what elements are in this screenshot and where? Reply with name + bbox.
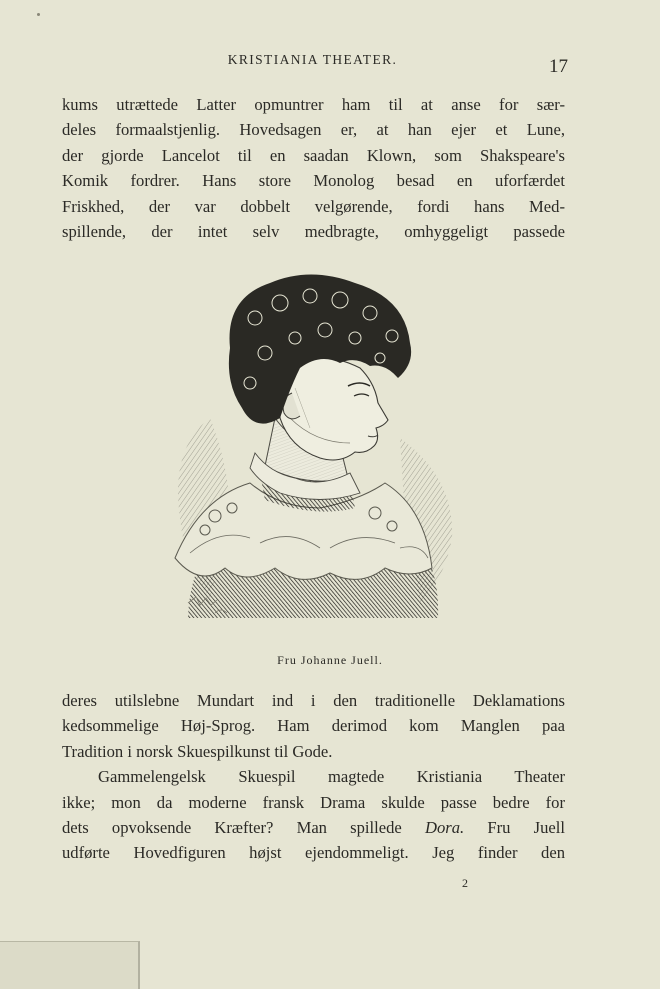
figure-caption: Fru Johanne Juell. [277,653,383,667]
page-binding-edge [0,941,140,989]
text-line: deres utilslebne Mundart ind i den traditionelle Deklamations [62,691,565,710]
text-line: udførte Hovedfiguren højst ejendommeligt. Jeg finder den [62,843,565,863]
text-line: Gammelengelsk Skuespil magtede Kristiania Theater [98,767,565,787]
text-line: der gjorde Lancelot til en saadan Klown, som Shakspeare's [62,145,565,165]
text-line: kedsommelige Høj-Sprog. Ham derimod kom Manglen paa [62,716,565,736]
page-header [60,52,568,77]
paragraph-bottom [62,688,565,866]
paragraph-top [62,92,565,244]
text-line: ikke; mon da moderne fransk Drama skulde passe bedre for [62,792,565,812]
portrait-engraving [170,268,460,640]
signature-mark: 2 [462,876,468,890]
text-line: Komik fordrer. Hans store Monolog besad en uforfærdet [62,171,565,191]
text-line: kums utrættede Latter opmuntrer ham til at anse for sær- [62,95,565,114]
text-line: Tradition i norsk Skuespilkunst til Gode. [62,741,333,761]
running-head: KRISTIANIA THEATER. [227,52,398,67]
text-line [62,815,565,840]
page-number: 17 [549,56,568,77]
paper-speck [37,13,40,16]
text-line: Friskhed, der var dobbelt velgørende, fordi hans Med- [62,196,565,216]
text-segment: Fru Juell [464,817,565,837]
text-line: deles formaalstjenlig. Hovedsagen er, at han ejer et Lune, [62,120,565,140]
play-title: Dora. [425,817,465,837]
text-line: spillende, der intet selv medbragte, omhyggeligt passede [62,221,565,241]
text-segment: dets opvoksende Kræfter? Man spillede [62,817,425,837]
